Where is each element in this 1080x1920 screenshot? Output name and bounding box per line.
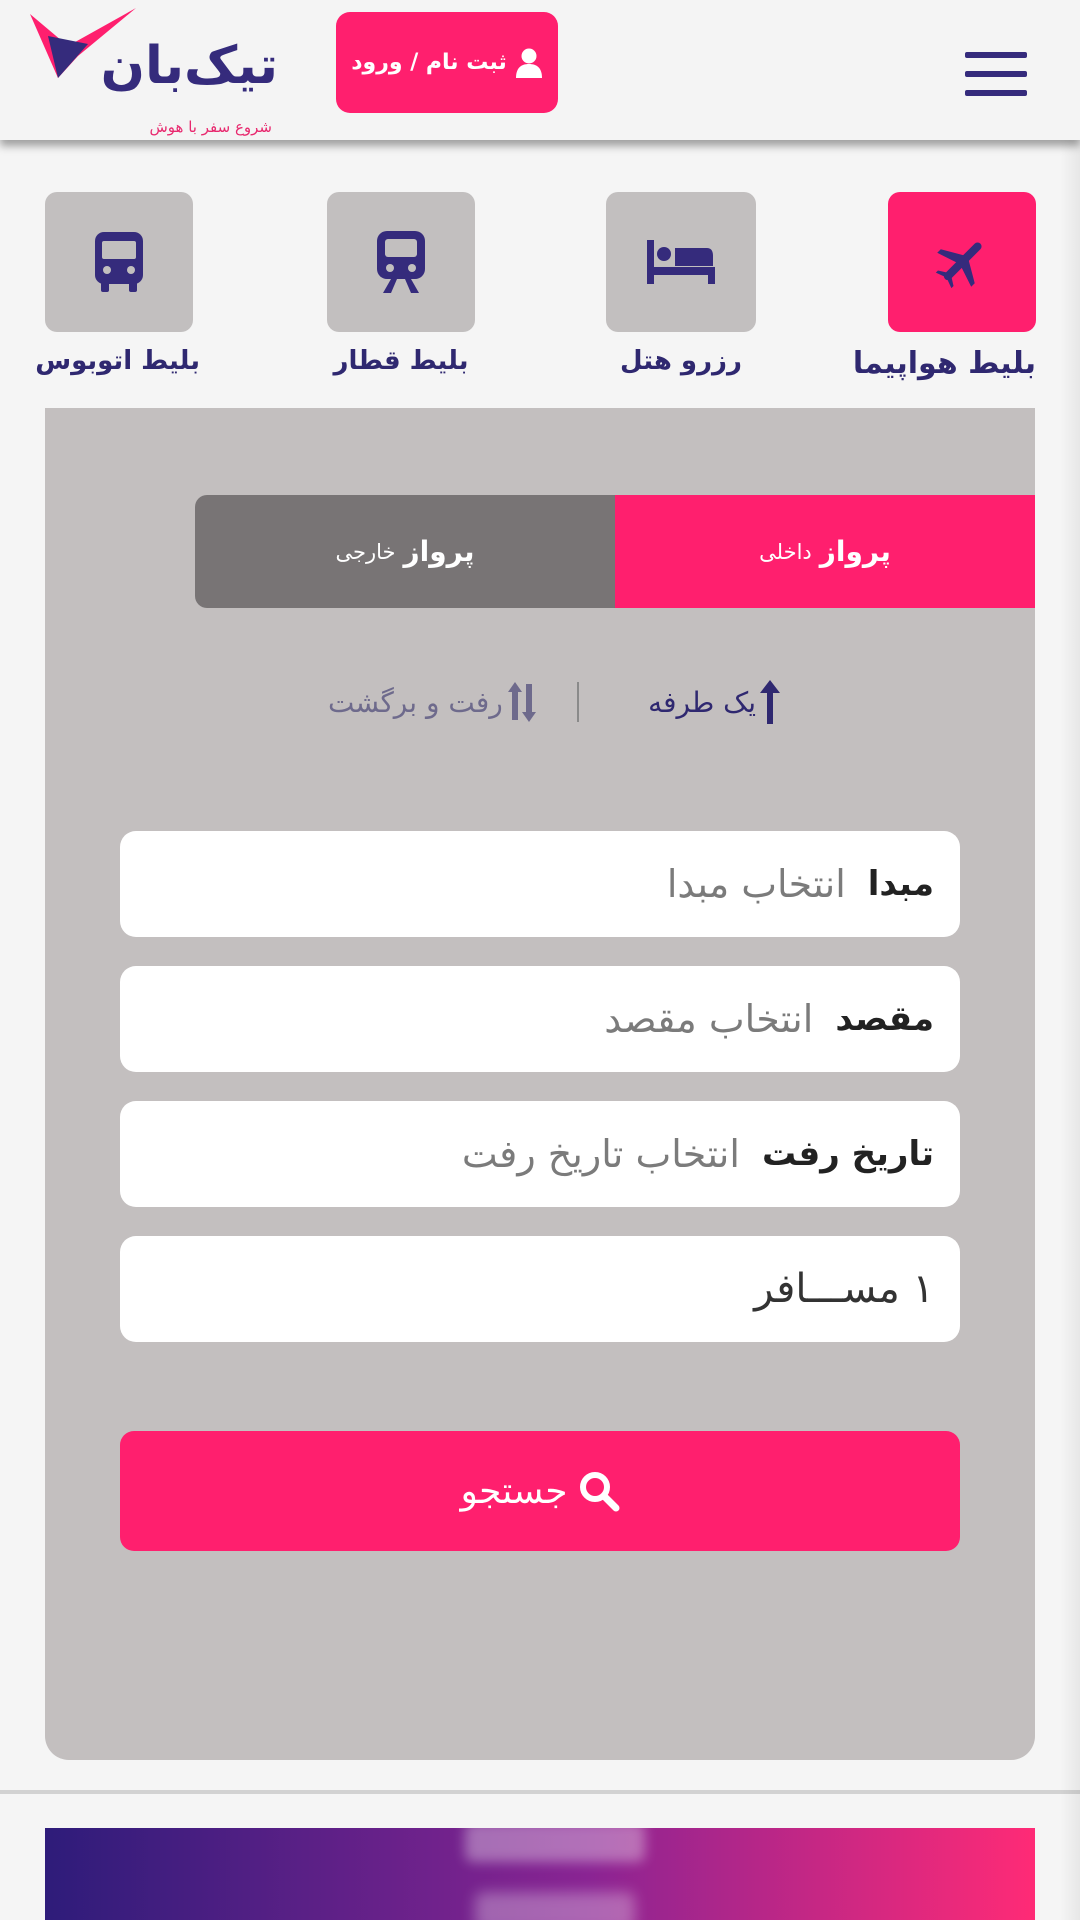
logo-tagline: شروع سفر با هوش [149,118,272,136]
search-button-label: جستجو [460,1470,568,1512]
category-train[interactable] [327,192,475,332]
bus-icon [93,232,145,292]
trip-type-selector [300,672,780,732]
trip-one-way-label: یک طرفه [648,685,756,719]
tab-international-light: خارجی [335,539,396,564]
airplane-icon [932,232,992,292]
login-register-label: ثبت نام / ورود [351,50,507,75]
destination-placeholder: انتخاب مقصد [604,997,814,1041]
category-flight-label: بلیط هواپیما [852,346,1036,381]
logo-brand: تیک‌بان [100,36,278,96]
trip-one-way[interactable] [648,672,780,732]
flight-type-tabs [195,495,1035,608]
destination-label: مقصد [835,999,934,1039]
destination-field[interactable] [120,966,960,1072]
arrow-up-icon [760,680,780,724]
passengers-field[interactable] [120,1236,960,1342]
tab-international-flight[interactable] [195,495,615,608]
departure-date-placeholder: انتخاب تاریخ رفت [461,1132,740,1176]
origin-placeholder: انتخاب مبدا [666,862,846,906]
bed-icon [647,240,715,284]
category-bus-label: بلیط اتوبوس [35,346,200,376]
trip-type-divider [577,682,579,722]
category-hotel-label: رزرو هتل [620,346,742,376]
scroll-edge-shadow [1060,0,1080,1920]
user-icon [515,48,543,78]
tab-domestic-flight[interactable] [615,495,1035,608]
header [0,0,1080,140]
departure-date-label: تاریخ رفت [761,1134,934,1174]
search-button[interactable] [120,1431,960,1551]
tab-domestic-strong: پرواز [819,535,891,568]
category-hotel[interactable] [606,192,756,332]
login-register-button[interactable] [336,12,558,113]
hamburger-menu-icon[interactable] [965,52,1027,96]
train-icon [375,231,427,293]
origin-label: مبدا [867,864,934,904]
swap-vertical-icon [507,682,537,722]
banner-blurred-text [465,1828,645,1862]
search-icon [578,1470,620,1512]
trip-round-trip-label: رفت و برگشت [328,685,503,719]
departure-date-field[interactable] [120,1101,960,1207]
category-flight[interactable] [888,192,1036,332]
passengers-value: ۱ مســـافر [754,1266,934,1312]
category-bus[interactable] [45,192,193,332]
search-panel [45,408,1035,1760]
promo-banner[interactable] [45,1828,1035,1920]
category-train-label: بلیط قطار [333,346,469,376]
logo[interactable] [28,6,278,136]
tab-domestic-light: داخلی [759,539,812,564]
section-divider [0,1790,1080,1794]
banner-blurred-text-2 [475,1892,635,1920]
trip-round-trip[interactable] [328,672,537,732]
origin-field[interactable] [120,831,960,937]
tab-international-strong: پرواز [403,535,475,568]
